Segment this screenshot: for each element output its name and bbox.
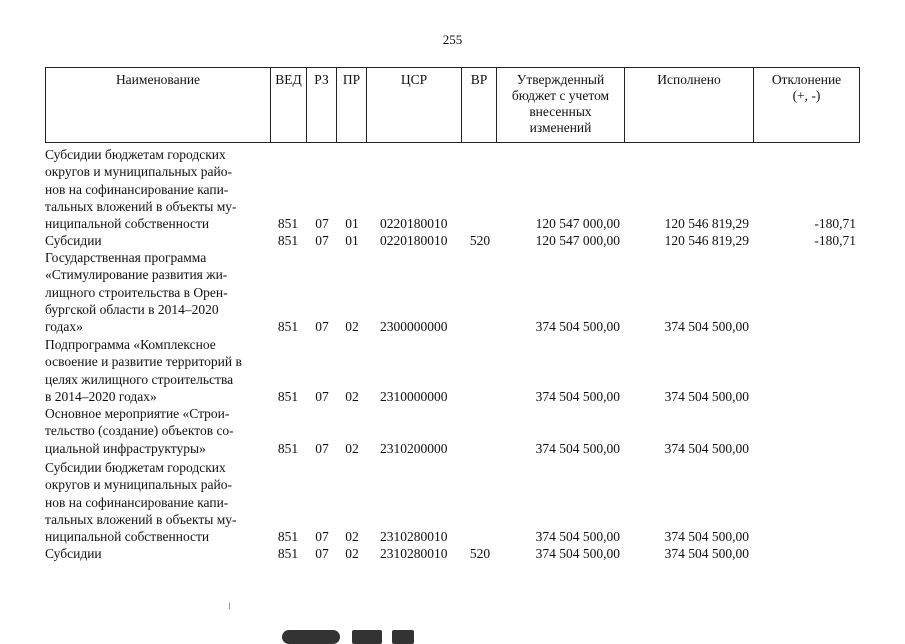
table-header bbox=[45, 67, 860, 143]
header-deviation: Отклонение (+, -) bbox=[771, 72, 842, 103]
row-budget: 374 504 500,00 bbox=[535, 546, 620, 561]
row-csr: 2310200000 bbox=[380, 441, 448, 456]
row-ved: 851 bbox=[277, 529, 299, 544]
row-done: 374 504 500,00 bbox=[664, 319, 749, 334]
header-ved: ВЕД bbox=[271, 68, 307, 142]
header-vr: ВР bbox=[462, 68, 497, 142]
row-pr: 02 bbox=[345, 319, 359, 334]
row-pr: 02 bbox=[345, 529, 359, 544]
row-name: Субсидии bbox=[45, 546, 102, 561]
row-pr: 01 bbox=[345, 233, 359, 248]
row-ved: 851 bbox=[277, 319, 299, 334]
header-rz: РЗ bbox=[307, 68, 337, 142]
row-name: Субсидии bbox=[45, 233, 102, 248]
header-budget: Утвержденный бюджет с учетом внесенных изменений bbox=[497, 68, 625, 142]
row-csr: 2310000000 bbox=[380, 389, 448, 404]
scan-artifact bbox=[282, 630, 340, 644]
row-name: Подпрограмма «Комплексное освоение и развитие территорий в целях жилищного строительства в 2014–2020 годах» bbox=[45, 337, 242, 404]
row-ved: 851 bbox=[277, 546, 299, 561]
row-rz: 07 bbox=[315, 216, 329, 231]
row-csr: 2310280010 bbox=[380, 546, 448, 561]
row-done: 374 504 500,00 bbox=[664, 546, 749, 561]
row-pr: 02 bbox=[345, 389, 359, 404]
row-name: Основное мероприятие «Строи- тельство (создание) объектов со- циальной инфраструктуры» bbox=[45, 406, 234, 456]
row-name: Государственная программа «Стимулирование развития жи- лищного строительства в Орен- бургской области в 2014–2020 годах» bbox=[45, 250, 228, 335]
row-vr: 520 bbox=[469, 233, 491, 248]
row-ved: 851 bbox=[277, 216, 299, 231]
row-budget: 120 547 000,00 bbox=[535, 233, 620, 248]
header-csr: ЦСР bbox=[367, 68, 462, 142]
row-deviation: -180,71 bbox=[814, 233, 856, 248]
row-pr: 02 bbox=[345, 441, 359, 456]
scan-artifact bbox=[352, 630, 382, 644]
scan-speck bbox=[229, 603, 230, 609]
row-ved: 851 bbox=[277, 441, 299, 456]
row-done: 374 504 500,00 bbox=[664, 529, 749, 544]
row-budget: 374 504 500,00 bbox=[535, 319, 620, 334]
row-rz: 07 bbox=[315, 441, 329, 456]
row-csr: 0220180010 bbox=[380, 216, 448, 231]
row-budget: 374 504 500,00 bbox=[535, 389, 620, 404]
row-done: 374 504 500,00 bbox=[664, 441, 749, 456]
row-budget: 374 504 500,00 bbox=[535, 529, 620, 544]
header-name: Наименование bbox=[46, 68, 271, 142]
row-vr: 520 bbox=[469, 546, 491, 561]
header-pr: ПР bbox=[337, 68, 367, 142]
scan-artifact bbox=[392, 630, 414, 644]
row-done: 374 504 500,00 bbox=[664, 389, 749, 404]
page-number: 255 bbox=[442, 32, 463, 47]
row-ved: 851 bbox=[277, 233, 299, 248]
row-done: 120 546 819,29 bbox=[664, 216, 749, 231]
row-csr: 2300000000 bbox=[380, 319, 448, 334]
row-pr: 01 bbox=[345, 216, 359, 231]
row-rz: 07 bbox=[315, 546, 329, 561]
row-rz: 07 bbox=[315, 389, 329, 404]
row-done: 120 546 819,29 bbox=[664, 233, 749, 248]
row-name: Субсидии бюджетам городских округов и муниципальных райо- нов на софинансирование капи- тальных вложений в объекты му- ниципальной собственности bbox=[45, 460, 237, 545]
row-deviation: -180,71 bbox=[814, 216, 856, 231]
row-ved: 851 bbox=[277, 389, 299, 404]
row-rz: 07 bbox=[315, 529, 329, 544]
row-rz: 07 bbox=[315, 233, 329, 248]
row-name: Субсидии бюджетам городских округов и муниципальных райо- нов на софинансирование капи- тальных вложений в объекты му- ниципальной собственности bbox=[45, 147, 237, 232]
header-done: Исполнено bbox=[625, 68, 754, 142]
row-pr: 02 bbox=[345, 546, 359, 561]
row-csr: 2310280010 bbox=[380, 529, 448, 544]
row-budget: 374 504 500,00 bbox=[535, 441, 620, 456]
row-csr: 0220180010 bbox=[380, 233, 448, 248]
row-budget: 120 547 000,00 bbox=[535, 216, 620, 231]
row-rz: 07 bbox=[315, 319, 329, 334]
